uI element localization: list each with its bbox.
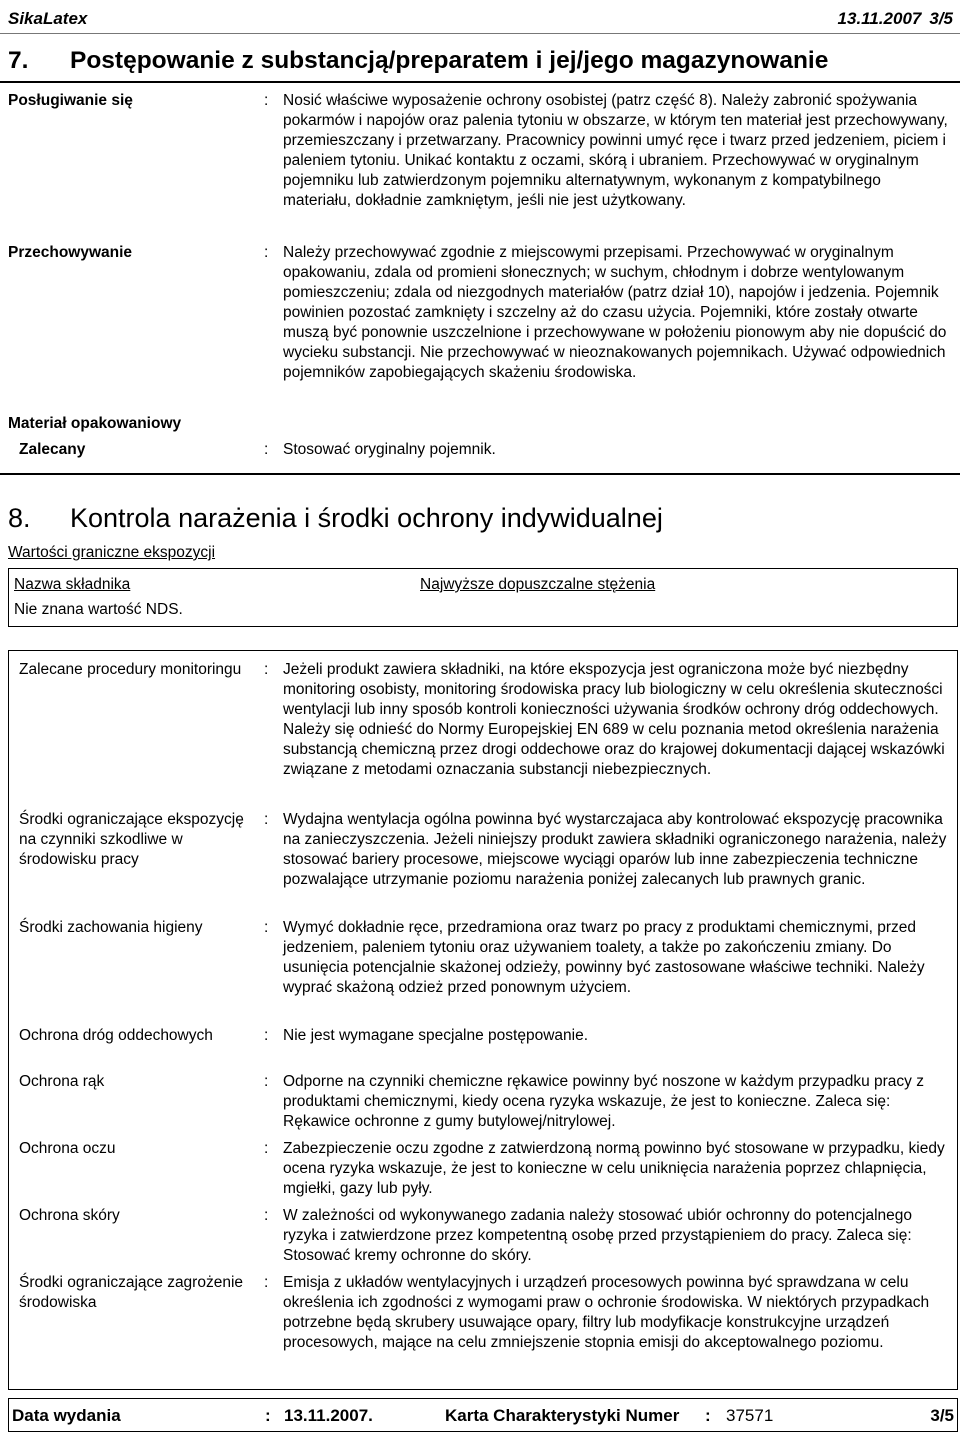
row-value: Emisja z układów wentylacyjnych i urządzeń procesowych powinna być sprawdzana w celu określenia ich zgodności z wymogami praw o ochronie środowiska. W niektórych przypadkach potrzebne będą skrubery usuwające opary, filtry lub modyfikacje konstrukcyjne urządzeń procesowych, mające na celu zmniejszenie stopnia emisji do akceptowalnego poziomu. <box>283 1274 930 1351</box>
company-name: SikaLatex <box>8 9 88 28</box>
row-value: Stosować oryginalny pojemnik. <box>283 441 496 458</box>
row-label: Materiał opakowaniowy <box>8 415 182 432</box>
limits-heading: Wartości graniczne ekspozycji <box>8 544 216 561</box>
row-colon: : <box>264 811 269 828</box>
row-value: Należy przechowywać zgodnie z miejscowymi przepisami. Przechowywać w oryginalnym opakowaniu, zdala od promieni słonecznych; w suchym, chłodnym i dobrze wentylowanym pomieszczeniu; zdala od niezgodnych materiałów (patrz dział 10), napojów i jedzenia. Pojemnik powinien pozostać zamknięty i szczelny aż do czasu użycia. Pojemniki, które zostały otwarte muszą być ponownie uszczelnione i przechowywane w położeniu pionowym aby nie dopuścić do wycieku substancji. Nie przechowywać w nieoznakowanych pojemnikach. Używać odpowiednich pojemników zapobiegających skażeniu środowiska. <box>283 244 947 381</box>
section-8-number: 8. <box>8 503 31 533</box>
header-page: 3/5 <box>929 9 953 28</box>
footer-colon: : <box>705 1406 711 1425</box>
header-date: 13.11.2007 <box>837 9 922 28</box>
row-label: Zalecane procedury monitoringu <box>19 661 242 678</box>
row-label: Środki zachowania higieny <box>19 919 203 936</box>
header-bar <box>0 3 960 34</box>
row-colon: : <box>264 244 269 261</box>
section-7-divider <box>0 81 960 83</box>
row-colon: : <box>264 441 269 458</box>
row-colon: : <box>264 1073 269 1090</box>
section-7-heading: Postępowanie z substancją/preparatem i jej/jego magazynowanie <box>70 47 829 74</box>
row-colon: : <box>264 661 269 678</box>
footer-bar <box>8 1398 958 1432</box>
row-label: Ochrona dróg oddechowych <box>19 1027 213 1044</box>
row-value: Jeżeli produkt zawiera składniki, na które ekspozycja jest ograniczona może być niezbędny monitoring osobisty, monitoring środowiska pracy lub biologiczny w celu określenia skuteczności wentylacji lub inny sposób kontroli konieczności używania środków ochrony dróg oddechowych. Należy się odnieść do Normy Europejskiej EN 689 w celu poznania metod określenia narażenia substancją chemiczną przez drogi oddechowe oraz do krajowej dokumentacji dającej wskazówki związane z metodami oznaczania substancji niebezpiecznych. <box>283 661 945 778</box>
row-colon: : <box>264 92 269 109</box>
section-8-heading: Kontrola narażenia i środki ochrony indywidualnej <box>70 503 663 533</box>
footer-page: 3/5 <box>930 1406 954 1425</box>
row-label: Środki ograniczające ekspozycję na czynniki szkodliwe w środowisku pracy <box>19 811 244 868</box>
table-cell-component: Nie znana wartość NDS. <box>14 601 183 618</box>
table-header-limits: Najwyższe dopuszczalne stężenia <box>420 576 656 593</box>
row-label: Zalecany <box>19 441 86 458</box>
footer-colon: : <box>265 1406 271 1425</box>
row-value: Wymyć dokładnie ręce, przedramiona oraz twarz po pracy z produktami chemicznymi, przed jedzeniem, paleniem tytoniu oraz używaniem toalety, a także po zakończeniu zmiany. Do usunięcia potencjalnie skażonej odzieży, powinny być zastosowane właściwe techniki. Należy wyprać skażoną odzież przed ponownym użyciem. <box>283 919 925 996</box>
row-value: Odporne na czynniki chemiczne rękawice powinny być noszone w każdym przypadku pracy z produktami chemicznymi, kiedy ocena ryzyka wskazuje, że jest to konieczne. Zaleca się: Rękawice ochronne z gumy butylowej/nitrylowej. <box>283 1073 924 1130</box>
row-value: Wydajna wentylacja ogólna powinna być wystarczajaca aby kontrolować ekspozycję pracownika na zanieczyszczenia. Jeżeli niniejszy produkt zawiera składniki ograniczonego narażenia, należy stosować bariery procesowe, miejscowe wyciągi oparów lub inne zabezpieczenia techniczne pozwalające utrzymanie poziomu narażenia poniżej zalecanych lub prawnych granic. <box>283 811 947 888</box>
row-value: Nosić właściwe wyposażenie ochrony osobistej (patrz część 8). Należy zabronić spożywania pokarmów i napojów oraz palenia tytoniu w obszarze, w którym ten materiał jest przechowywany, przemieszczany i przetwarzany. Pracownicy powinni umyć ręce i twarz przed jedzeniem, piciem i paleniem tytoniu. Unikać kontaktu z oczami, skórą i ubraniem. Przechowywać w oryginalnym pojemniku lub zatwierdzonym pojemniku alternatywnym, wykonanym z kompatybilnego materiału, dokładnie zamkniętym, jeśli nie jest użytkowany. <box>283 92 948 209</box>
row-label: Ochrona skóry <box>19 1207 120 1224</box>
footer-sheet-number: 37571 <box>726 1406 774 1425</box>
row-label: Środki ograniczające zagrożenie środowiska <box>19 1274 244 1311</box>
row-label: Posługiwanie się <box>8 92 133 109</box>
row-colon: : <box>264 919 269 936</box>
row-value: Nie jest wymagane specjalne postępowanie. <box>283 1027 589 1044</box>
footer-date: 13.11.2007. <box>284 1406 373 1425</box>
row-colon: : <box>264 1140 269 1157</box>
header-date-page <box>838 9 953 29</box>
section-7-bottom-divider <box>0 473 960 475</box>
table-header-component: Nazwa składnika <box>14 576 131 593</box>
footer-sheet-label: Karta Charakterystyki Numer <box>445 1406 680 1425</box>
row-label: Ochrona oczu <box>19 1140 116 1157</box>
limits-table <box>8 568 958 627</box>
footer-label: Data wydania <box>12 1406 121 1425</box>
section-7-number: 7. <box>8 47 29 74</box>
row-label: Przechowywanie <box>8 244 133 261</box>
row-colon: : <box>264 1207 269 1224</box>
row-label: Ochrona rąk <box>19 1073 105 1090</box>
section-8-title <box>8 502 663 534</box>
section-7-title <box>8 46 956 76</box>
row-colon: : <box>264 1027 269 1044</box>
row-colon: : <box>264 1274 269 1291</box>
row-value: Zabezpieczenie oczu zgodne z zatwierdzoną normą powinno być stosowane w przypadku, kiedy ocena ryzyka wskazuje, że jest to konieczne w celu uniknięcia narażenia poprzez chlapnięcia, mgiełki, gazy lub pyły. <box>283 1140 945 1197</box>
row-value: W zależności od wykonywanego zadania należy stosować ubiór ochronny do potencjalnego ryzyka i zatwierdzone przez kompetentną osobę przed przystąpieniem do pracy. Zaleca się: Stosować kremy ochronne do skóry. <box>283 1207 912 1264</box>
